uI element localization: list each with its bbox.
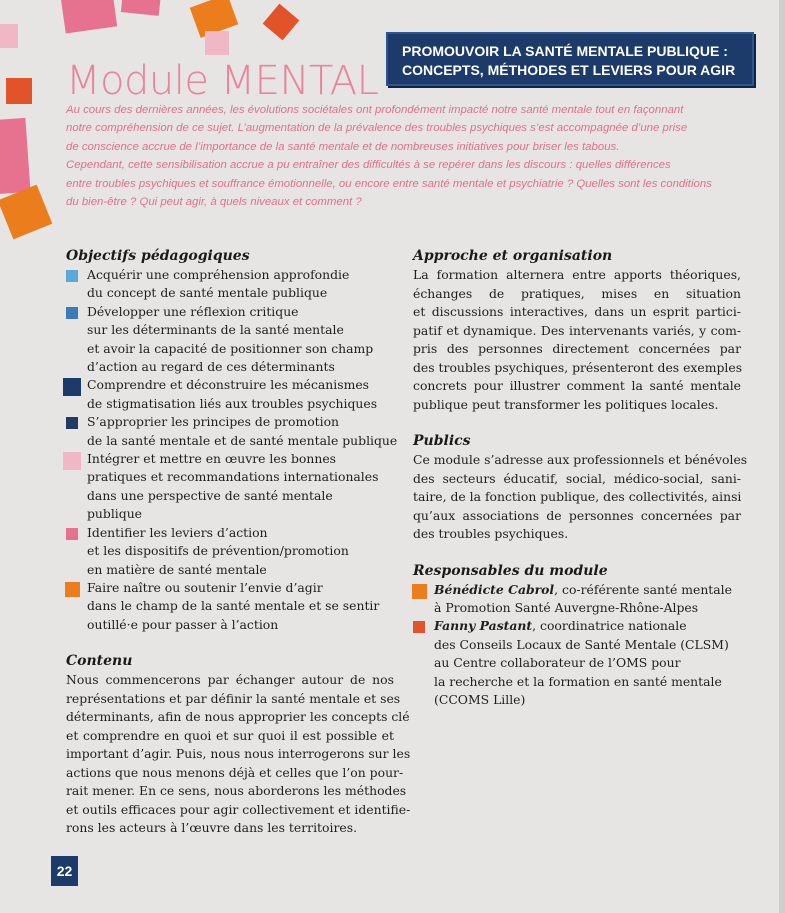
publics-line: des troubles psychiques. xyxy=(413,526,569,541)
approche-line: et discussions interactives, dans un esprit partici- xyxy=(413,304,741,319)
publics-line: des secteurs éducatif, social, médico-social, sani- xyxy=(413,470,741,486)
responsables-list xyxy=(413,581,741,710)
contenu-line: actions que nous menons déjà et celles que l’on pour- xyxy=(66,764,404,780)
publics-heading: Publics xyxy=(413,433,471,449)
bullet-square-navy xyxy=(63,378,81,396)
approche-line: publique peut transformer les politiques locales. xyxy=(413,396,719,412)
intro-line: du bien-être ? Qui peut agir, à quels niveaux et comment ? xyxy=(66,196,362,209)
contenu-line: et comprendre en quoi et sur quoi il est possible et xyxy=(66,727,394,743)
banner-line: CONCEPTS, MÉTHODES ET LEVIERS POUR AGIR xyxy=(402,62,736,78)
approche-line: patif et dynamique. Des intervenants variés, y com- xyxy=(413,322,741,338)
objective-item xyxy=(66,579,394,634)
objective-line: sur les déterminants de la santé mentale xyxy=(87,322,344,338)
objective-item xyxy=(66,413,398,450)
objective-line: de la santé mentale et de santé mentale publique xyxy=(87,432,398,448)
objective-line: Intégrer et mettre en œuvre les bonnes xyxy=(87,451,337,467)
objective-line: S’approprier les principes de promotion xyxy=(87,414,340,430)
responsables-heading: Responsables du module xyxy=(413,562,608,579)
objective-line: Développer une réflexion critique xyxy=(87,303,299,319)
responsable-line: la recherche et la formation en santé mentale xyxy=(434,673,722,689)
responsable-role: , coordinatrice nationale xyxy=(532,618,687,634)
bullet-square-pink xyxy=(66,528,78,540)
responsable-line: à Promotion Santé Auvergne-Rhône-Alpes xyxy=(434,599,699,615)
responsable-item xyxy=(413,617,741,709)
bullet-square-orange xyxy=(412,584,427,599)
decor-square-lightpink-2 xyxy=(0,24,18,48)
responsable-line: (CCOMS Lille) xyxy=(434,691,526,707)
decor-square-red-2 xyxy=(6,78,32,104)
banner-line: PROMOUVOIR LA SANTÉ MENTALE PUBLIQUE : xyxy=(402,43,728,59)
bullet-square-dark-blue xyxy=(66,417,78,429)
approche-line: échanges de pratiques, mises en situation xyxy=(413,285,741,301)
objective-line: Acquérir une compréhension approfondie xyxy=(87,267,350,282)
responsable-line xyxy=(434,581,741,599)
responsable-line: des Conseils Locaux de Santé Mentale (CLSM) xyxy=(434,636,729,652)
objective-line: outillé·e pour passer à l’action xyxy=(87,616,279,632)
objective-item xyxy=(66,376,394,413)
intro-line: de conscience accrue de l’importance de la santé mentale et de nombreuses initiatives pour briser les tabous. xyxy=(66,140,620,153)
contenu-line: déterminants, afin de nous approprier les concepts clé xyxy=(66,709,410,725)
objective-item xyxy=(66,303,394,377)
objective-line: dans le champ de la santé mentale et se sentir xyxy=(87,598,380,614)
decor-square-pink-3 xyxy=(0,118,31,194)
contenu-line: et outils efficaces pour agir collectivement et identifie- xyxy=(66,801,411,817)
contenu-line: Nous commencerons par échanger autour de nos xyxy=(66,672,394,688)
objective-line: en matière de santé mentale xyxy=(87,561,267,577)
bullet-square-orange xyxy=(65,582,80,597)
contenu-line: représentations et par définir la santé mentale et ses xyxy=(66,690,401,706)
intro-paragraph xyxy=(66,101,756,211)
objective-item xyxy=(66,266,394,303)
objective-line: de stigmatisation liés aux troubles psychiques xyxy=(87,395,378,411)
intro-line: notre compréhension de ce sujet. L’augmentation de la prévalence des troubles psychiques s’est accompagnée d’une prise xyxy=(66,122,688,135)
objective-line: et les dispositifs de prévention/promotion xyxy=(87,543,349,559)
approche-line: La formation alternera entre apports théoriques, xyxy=(413,267,741,282)
decor-square-pink-1 xyxy=(61,0,118,33)
contenu-paragraph xyxy=(66,671,411,838)
publics-line: qu’aux associations de personnes concernées par xyxy=(413,507,741,523)
objective-line: dans une perspective de santé mentale xyxy=(87,487,333,503)
left-column xyxy=(66,246,411,838)
decor-square-lightpink-1 xyxy=(205,31,229,55)
contenu-line: important d’agir. Puis, nous nous interrogerons sur les xyxy=(66,746,411,762)
contenu-line: rons les acteurs à l’œuvre dans les territoires. xyxy=(66,820,358,836)
contenu-heading: Contenu xyxy=(66,653,133,670)
intro-line: entre troubles psychiques et souffrance émotionnelle, ou encore entre santé mentale et psychiatrie ? Quelles sont les conditions xyxy=(66,177,712,190)
title-banner xyxy=(386,32,754,86)
publics-line: Ce module s’adresse aux professionnels et bénévoles xyxy=(413,452,748,467)
page-edge xyxy=(779,0,785,913)
decor-square-pink-2 xyxy=(121,0,161,16)
contenu-line: rait mener. En ce sens, nous aborderons les méthodes xyxy=(66,783,407,799)
objective-line: d’action au regard de ces déterminants xyxy=(87,359,335,375)
objective-item xyxy=(66,450,394,524)
objective-item xyxy=(66,524,394,579)
responsable-line: au Centre collaborateur de l’OMS pour xyxy=(434,655,681,671)
responsable-item xyxy=(413,581,741,618)
objective-line: du concept de santé mentale publique xyxy=(87,285,328,301)
page-number: 22 xyxy=(51,856,78,886)
bullet-square-light-pink xyxy=(63,452,81,470)
objective-line: et avoir la capacité de positionner son champ xyxy=(87,340,374,356)
responsable-name: Fanny Pastant xyxy=(434,618,533,634)
publics-line: taire, de la fonction publique, des collectivités, ainsi xyxy=(413,489,742,504)
bullet-square-light-blue xyxy=(66,270,78,282)
objective-line: pratiques et recommandations internationales xyxy=(87,469,379,485)
publics-paragraph xyxy=(413,451,748,544)
objective-line: Faire naître ou soutenir l’envie d’agir xyxy=(87,579,323,595)
objective-line: publique xyxy=(87,506,143,522)
approche-line: pris des personnes directement concernées par xyxy=(413,341,741,356)
objectives-list xyxy=(66,266,398,634)
module-title: Module MENTAL xyxy=(66,58,379,104)
intro-line: Au cours des dernières années, les évolutions sociétales ont profondément impacté notre santé mentale tout en façonnant xyxy=(66,104,684,116)
approche-line: concrets pour illustrer comment la santé mentale xyxy=(413,378,741,393)
intro-line: Cependant, cette sensibilisation accrue a pu entraîner des difficultés à se repérer dans les discours : quelles différences xyxy=(66,159,671,172)
responsable-role: , co-référente santé mentale xyxy=(554,581,732,597)
decor-square-red-1 xyxy=(263,4,300,41)
bullet-square-red-orange xyxy=(413,621,425,633)
objectives-heading: Objectifs pédagogiques xyxy=(66,248,250,264)
approche-paragraph xyxy=(413,266,741,414)
right-column xyxy=(413,246,748,709)
objective-line: Identifier les leviers d’action xyxy=(87,524,268,540)
objective-line: Comprendre et déconstruire les mécanismes xyxy=(87,377,370,393)
responsable-line xyxy=(434,617,741,635)
approche-line: des troubles psychiques, présenteront des exemples xyxy=(413,359,743,375)
responsable-name: Bénédicte Cabrol xyxy=(434,581,555,597)
bullet-square-mid-blue xyxy=(66,307,78,319)
approche-heading: Approche et organisation xyxy=(413,248,613,264)
